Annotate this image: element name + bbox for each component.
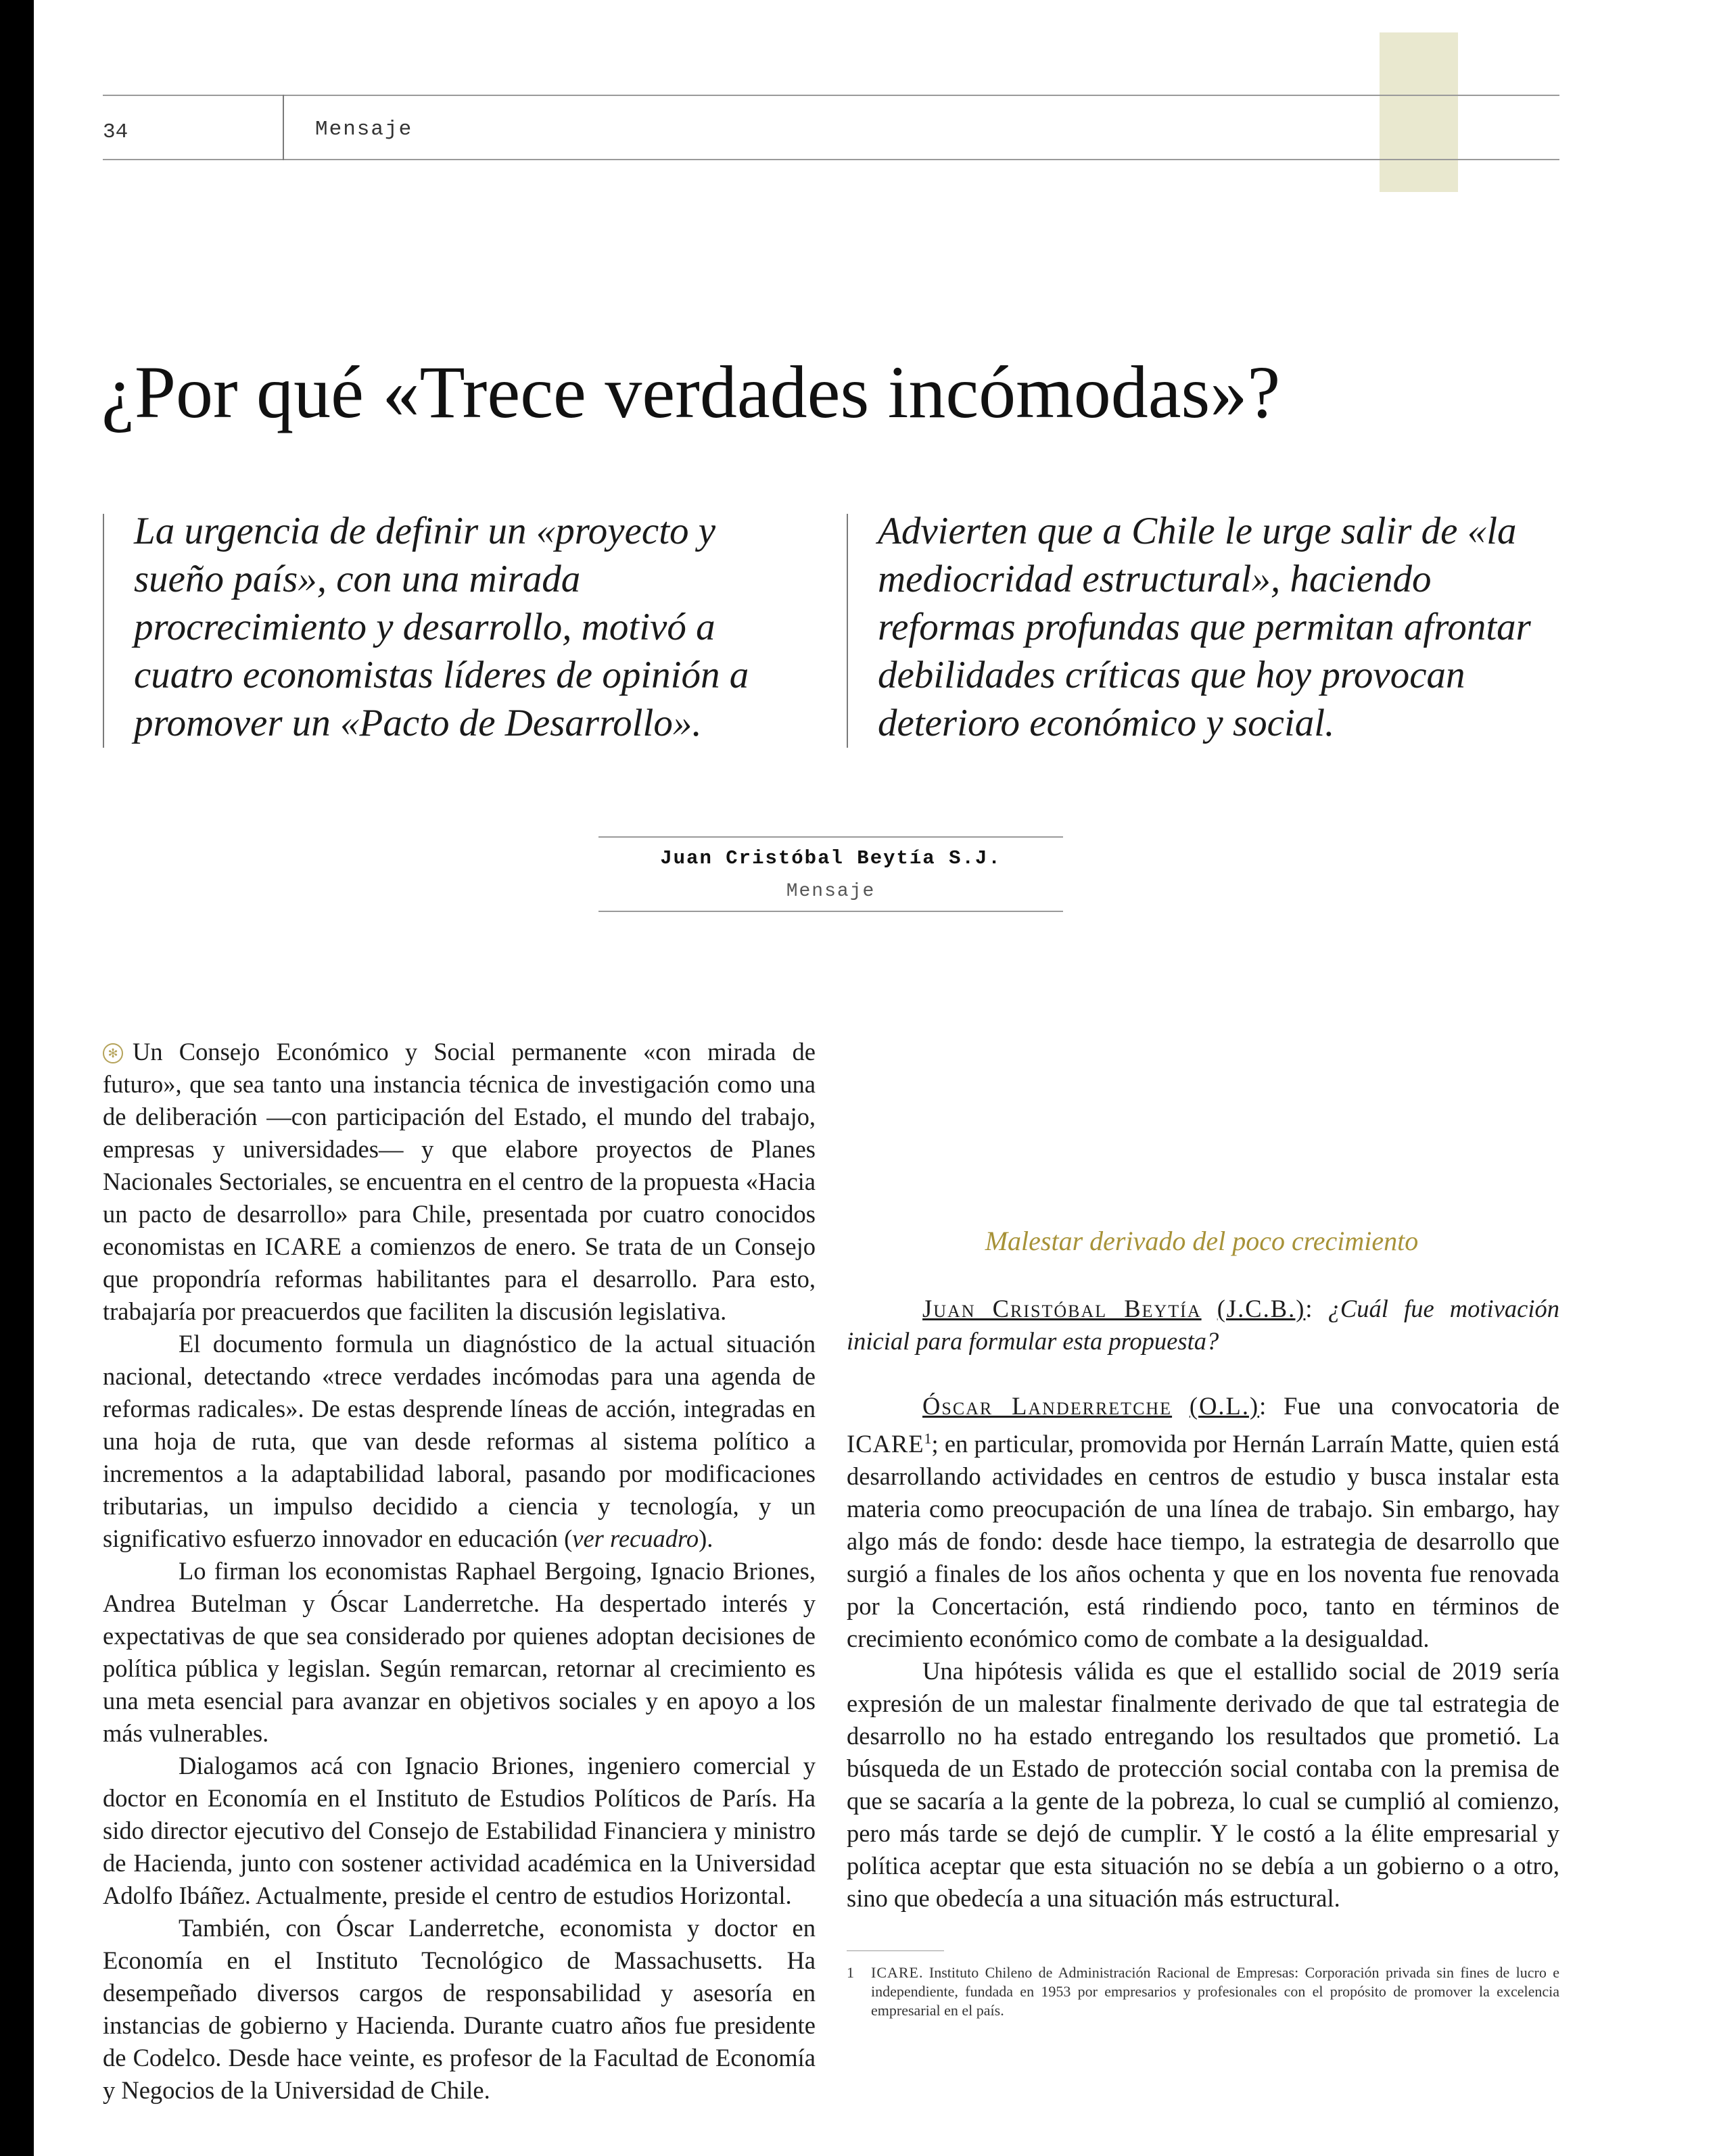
body-paragraph: El documento formula un diagnóstico de la actual situación nacional, detectando «trece verdades incómodas para una agenda de reformas radicales». De estas desprende líneas de acción, integradas en una hoja de ruta, que van desde reformas al sistema político a incrementos a la adaptabilidad laboral, pasando por modificaciones tributarias, un impulso decidido a ciencia y tecnología, y un significativo esfuerzo innovador en educación (ver recuadro). (103, 1330, 816, 1552)
body-paragraph: También, con Óscar Landerretche, economista y doctor en Economía en el Instituto Tecnológico de Massachusetts. Ha desempeñado diversos cargos de responsabilidad y asesoría en instancias de gobierno y Hacienda. Durante cuatro años fue presidente de Codelco. Desde hace veinte, es profesor de la Facultad de Economía y Negocios de la Universidad de Chile. (103, 1914, 816, 2104)
body-column-left (103, 1036, 816, 2107)
interview-question: Juan Cristóbal Beytía (J.C.B.): ¿Cuál fue motivación inicial para formular esta propuesta? (847, 1295, 1559, 1355)
body-paragraph: ✻ Un Consejo Económico y Social permanente «con mirada de futuro», que sea tanto una instancia técnica de investigación como una de deliberación —con participación del Estado, el mundo del trabajo, empresas y universidades— y que elabore proyectos de Planes Nacionales Sectoriales, se encuentra en el centro de la propuesta «Hacia un pacto de desarrollo» para Chile, presentada por cuatro conocidos economistas en ICARE a comienzos de enero. Se trata de un Consejo que propondría reformas habilitantes para el desarrollo. Para esto, trabajaría por preacuerdos que faciliten la discusión legislativa. (103, 1038, 816, 1325)
footnote-marker[interactable]: 1 (924, 1430, 932, 1447)
subheading: Malestar derivado del poco crecimiento (985, 1226, 1419, 1256)
interview-answer: Óscar Landerretche (O.L.): Fue una convocatoria de ICARE$^1$; en particular, promovida por Hernán Larraín Matte, quien está desarrollando actividades en centros de estudio y busca instalar esta materia como preocupación de una línea de trabajo. Sin embargo, hay algo más de fondo: desde hace tiempo, la estrategia de desarrollo que surgió a finales de los años ochenta y que en los noventa fue renovada por la Concertación, está rindiendo poco, tanto en términos de crecimiento económico como de combate a la desigualdad. (847, 1392, 1560, 1653)
footnote: 1 ICARE. Instituto Chileno de Administración Racional de Empresas: Corporación privada sin fines de lucro e independiente, fundada en 1953 por empresarios y profesionales con el propósito de promover la excelencia empresarial en el país. (847, 1964, 1559, 2019)
ornament-icon: ✻ (103, 1043, 123, 1063)
author-source: Mensaje (786, 881, 876, 902)
dek-left: La urgencia de definir un «proyecto y sueño país», con una mirada procrecimiento y desarrollo, motivó a cuatro economistas líderes de opinión a promover un «Pacto de Desarrollo». (134, 510, 749, 744)
header-divider (283, 95, 284, 160)
article-title: ¿Por qué «Trece verdades incómodas»? (101, 351, 1281, 433)
byline-rule-top (598, 836, 1063, 838)
dek-right-rule (847, 514, 848, 748)
body-paragraph: Una hipótesis válida es que el estallido social de 2019 sería expresión de un malestar finalmente derivado de que tal estrategia de desarrollo no ha estado entregando los resultados que prometió. La búsqueda de un Estado de protección social contaba con la premisa de que se sacaría a la gente de la pobreza, lo cual se cumplió al comienzo, pero más tarde se dejó de cumplir. Y le costó a la élite empresarial y política aceptar que esta situación no se debía a un gobierno o a otro, sino que obedecía a una situación más estructural. (847, 1657, 1559, 1913)
org-name: ICARE (264, 1232, 343, 1260)
interview-block (847, 1293, 1559, 1915)
speaker-initials: (J.C.B.) (1217, 1295, 1306, 1322)
org-name: ICARE (871, 1964, 919, 1981)
scan-edge (0, 0, 34, 2156)
footnote-rule (847, 1950, 944, 1951)
dek-right: Advierten que a Chile le urge salir de «la mediocridad estructural», haciendo reformas profundas que permitan afrontar debilidades críticas que hoy provocan deterioro económico y social. (878, 510, 1531, 744)
org-name: ICARE (847, 1430, 924, 1458)
page-number: 34 (103, 120, 128, 144)
speaker-name: Óscar Landerretche (922, 1392, 1173, 1420)
speaker-name: Juan Cristóbal Beytía (922, 1295, 1202, 1322)
body-paragraph: Dialogamos acá con Ignacio Briones, ingeniero comercial y doctor en Economía en el Instituto de Estudios Políticos de París. Ha sido director ejecutivo del Consejo de Estabilidad Financiera y ministro de Hacienda, junto con sostener actividad académica en la Universidad Adolfo Ibáñez. Actualmente, preside el centro de estudios Horizontal. (103, 1752, 816, 1909)
header-rule-bottom (103, 159, 1559, 160)
author-name: Juan Cristóbal Beytía S.J. (660, 847, 1002, 869)
speaker-initials: (O.L.) (1189, 1392, 1260, 1420)
page-tab (1380, 32, 1458, 192)
body-paragraph: Lo firman los economistas Raphael Bergoing, Ignacio Briones, Andrea Butelman y Óscar Landerretche. Ha despertado interés y expectativas de que sea considerado por quienes adoptan decisiones de política pública y legislan. Según remarcan, retornar al crecimiento es una meta esencial para avanzar en objetivos sociales y en apoyo a los más vulnerables. (103, 1557, 816, 1747)
header-rule-top (103, 95, 1559, 96)
section-name: Mensaje (315, 118, 413, 141)
box-reference: ver recuadro (572, 1525, 699, 1552)
footnote-number: 1 (847, 1964, 854, 1981)
dek-left-rule (103, 514, 104, 748)
byline-rule-bottom (598, 911, 1063, 912)
